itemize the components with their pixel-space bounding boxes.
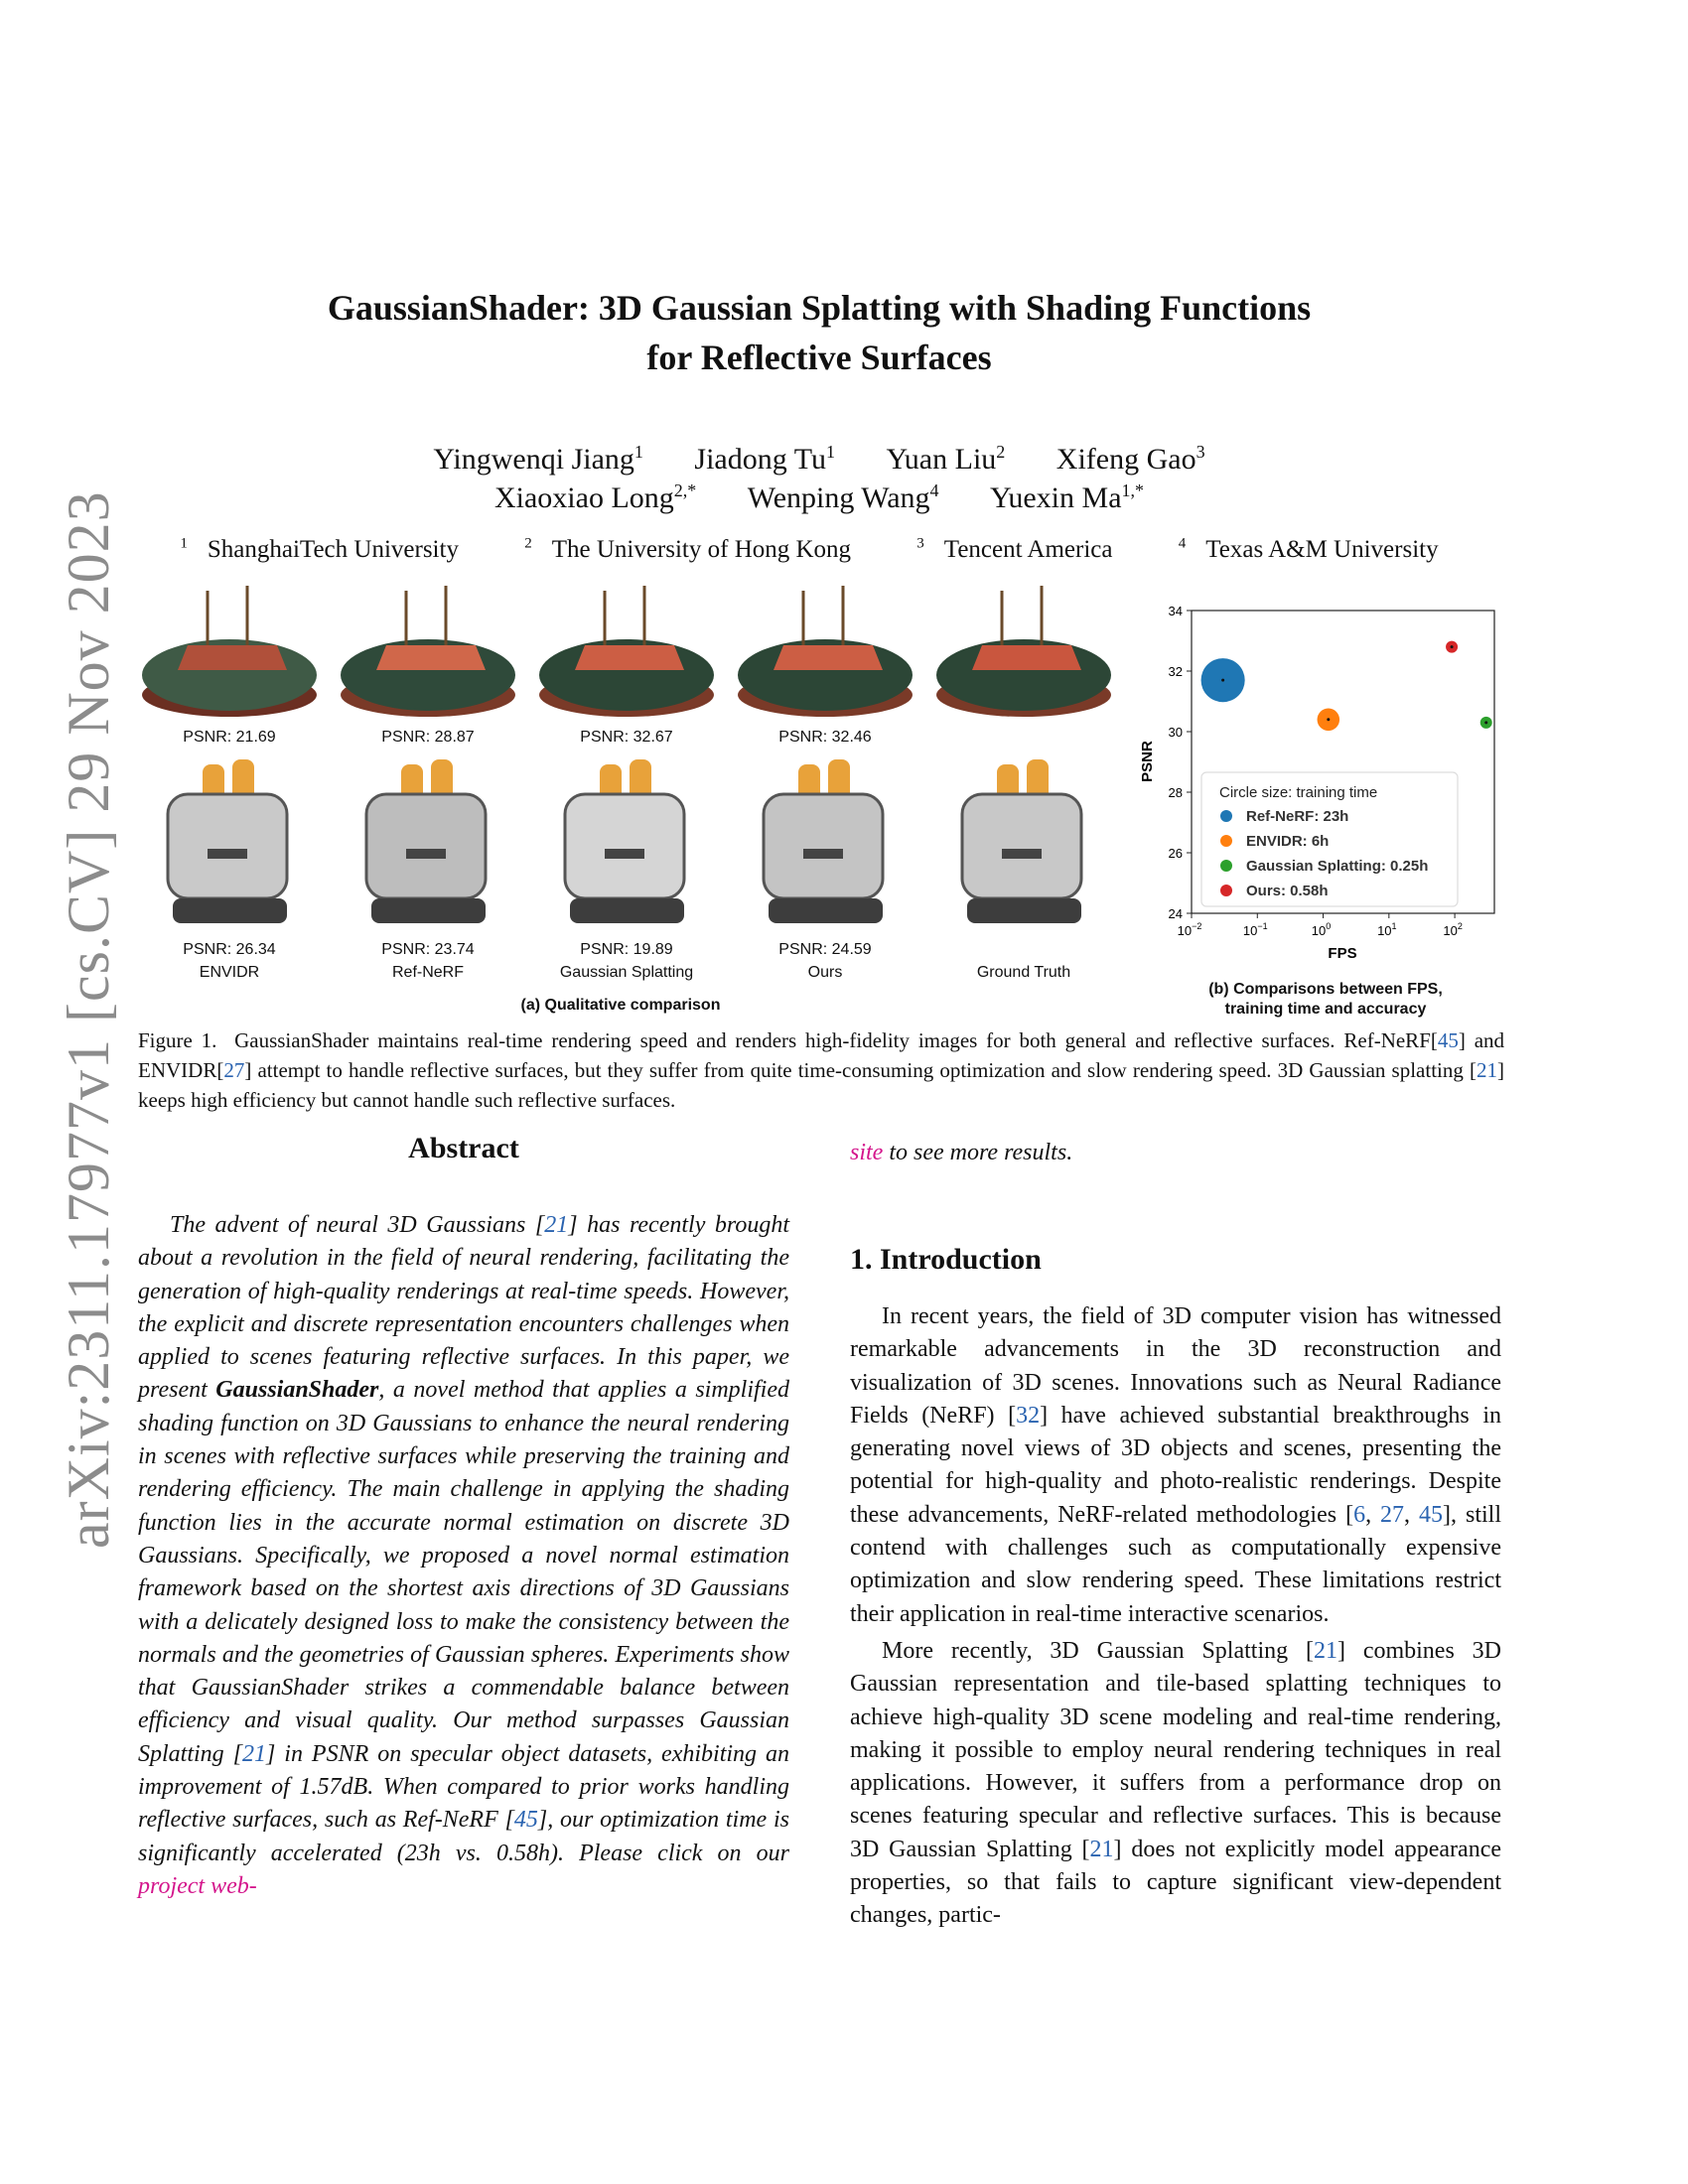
data-point-center <box>1451 645 1454 648</box>
method-label: Gaussian Splatting <box>559 964 694 981</box>
affiliation: $^3$ Tencent America <box>916 536 1113 564</box>
intro-paragraph-1: In recent years, the field of 3D computer vision has witnessed remarkable advancements in the 3D reconstruction and visualization of 3D scenes. Innovations such as Neural Radiance Fields (NeRF) [32] have achieved substantial breakthroughs in generating novel views of 3D objects and scenes, presenting the potential for high-quality and photo-realistic renderings. Despite these advancements, NeRF-related methodologies [6, 27, 45], still contend with challenges such as computationally expensive optimization and slow rendering speed. These limitations restrict their application in real-time interactive scenarios. <box>850 1303 1502 1627</box>
data-point-center <box>1221 679 1224 682</box>
citation-link[interactable]: 6 <box>1353 1501 1366 1528</box>
affiliation: $^4$ Texas A&M University <box>1178 536 1439 564</box>
data-point-center <box>1327 718 1330 721</box>
method-label: Ref-NeRF <box>391 964 464 981</box>
method-label: Ours <box>807 964 843 981</box>
paper-title <box>0 283 1638 382</box>
ship-render-ours <box>734 576 916 725</box>
x-tick-label: $10^{-2}$ <box>1177 921 1202 938</box>
toaster-render-ours <box>749 754 898 938</box>
y-tick-label: 32 <box>1168 664 1183 679</box>
citation-link[interactable]: 45 <box>513 1807 538 1834</box>
legend-marker <box>1220 810 1232 822</box>
legend-label: Ours: 0.58h <box>1246 883 1329 899</box>
toaster-render-envidr <box>153 754 302 938</box>
y-tick-label: 26 <box>1168 846 1183 861</box>
introduction-heading: 1. Introduction <box>850 1243 1042 1276</box>
toaster-ground-truth <box>947 754 1096 938</box>
legend-label: Gaussian Splatting: 0.25h <box>1246 858 1429 875</box>
y-tick-label: 34 <box>1168 604 1183 618</box>
toaster-psnr-label: PSNR: 24.59 <box>778 941 872 958</box>
y-tick-label: 30 <box>1168 725 1183 740</box>
author: Yuexin $Ma^{1,*}$ <box>990 480 1145 514</box>
citation-link[interactable]: 27 <box>1380 1501 1405 1528</box>
toaster-psnr-label: PSNR: 26.34 <box>183 941 276 958</box>
toaster-psnr-label: PSNR: 19.89 <box>580 941 673 958</box>
citation-link[interactable]: 45 <box>1419 1501 1444 1528</box>
data-point-center <box>1484 721 1487 724</box>
citation-link[interactable]: 21 <box>1477 1058 1497 1082</box>
ship-psnr-label: PSNR: 28.87 <box>381 729 475 746</box>
toaster-psnr-label: PSNR: 23.74 <box>381 941 475 958</box>
legend-marker <box>1220 885 1232 896</box>
citation-link[interactable]: 21 <box>1313 1637 1337 1664</box>
ship-ground-truth <box>932 576 1115 725</box>
legend-label: ENVIDR: 6h <box>1246 833 1330 850</box>
method-label: Ground Truth <box>976 964 1071 981</box>
title-line-1: GaussianShader: 3D Gaussian Splatting with Shading Functions <box>327 288 1312 328</box>
abstract-body: The advent of neural 3D Gaussians [21] has recently brought about a revolution in the field of neural rendering, facilitating the generation of high-quality renderings at real-time speeds. However, the explicit and discrete representation encounters challenges when applied to scenes featuring reflective surfaces. In this paper, we present GaussianShader, a novel method that applies a simplified shading function on 3D Gaussians to enhance the neural rendering in scenes with reflective surfaces while preserving the training and rendering efficiency. The main challenge in applying the shading function lies in the accurate normal estimation on discrete 3D Gaussians. Specifically, we proposed a novel normal estimation framework based on the shortest axis directions of 3D Gaussians with a delicately designed loss to make the consistency between the normals and the geometries of Gaussian spheres. Experiments show that GaussianShader strikes a commendable balance between efficiency and visual quality. Our method surpasses Gaussian Splatting [21] in PSNR on specular object datasets, exhibiting an improvement of 1.57dB. When compared to prior works handling reflective surfaces, such as Ref-NeRF [45], our optimization time is significantly accelerated (23h vs. 0.58h). Please click on our project web- <box>138 1212 790 1899</box>
x-tick-label: $10^2$ <box>1443 921 1463 938</box>
author: Wenping Wang$^4$ <box>747 480 939 514</box>
ship-psnr-label: PSNR: 21.69 <box>183 729 276 746</box>
y-axis-label: PSNR <box>1139 741 1156 782</box>
author: Xiaoxiao Long$^{2,*}$ <box>493 480 697 514</box>
author: Xifeng Gao$^3$ <box>1055 442 1205 476</box>
legend-title: Circle size: training time <box>1219 784 1378 801</box>
title-line-2: for Reflective Surfaces <box>646 338 992 377</box>
affiliation: $^1$ ShanghaiTech University <box>180 536 459 564</box>
legend-marker <box>1220 835 1232 847</box>
y-tick-label: 24 <box>1168 906 1183 921</box>
citation-link[interactable]: 45 <box>1437 1028 1459 1052</box>
fps-psnr-chart <box>1132 596 1519 973</box>
ship-psnr-label: PSNR: 32.67 <box>580 729 673 746</box>
project-website-link[interactable]: project web- <box>138 1872 257 1899</box>
author: Jiadong Tu$^1$ <box>694 442 835 476</box>
citation-link[interactable]: 21 <box>544 1212 569 1238</box>
legend-marker <box>1220 860 1232 872</box>
abstract-continuation: site to see more results. <box>850 1140 1073 1165</box>
x-axis-label: FPS <box>1328 945 1357 962</box>
project-website-link-continued[interactable]: site <box>850 1140 884 1165</box>
x-tick-label: $10^1$ <box>1377 921 1397 938</box>
subcaption-b-line-2: training time and accuracy <box>1224 1001 1427 1018</box>
subcaption-a: (a) Qualitative comparison <box>520 997 721 1014</box>
intro-paragraph-2: More recently, 3D Gaussian Splatting [21] combines 3D Gaussian representation and tile-based splatting techniques to achieve high-quality 3D scene modeling and real-time rendering, making it possible to employ neural rendering techniques in real applications. However, it suffers from a performance drop on scenes featuring specular and reflective surfaces. This is because 3D Gaussian Splatting [21] does not explicitly model appearance properties, so that fails to capture significant view-dependent changes, partic- <box>850 1637 1501 1929</box>
citation-link[interactable]: 32 <box>1016 1402 1041 1429</box>
introduction-body <box>850 1300 1501 1933</box>
affiliation: $^2$ The University of Hong Kong <box>524 536 852 564</box>
authors-row-1 <box>0 442 1638 477</box>
toaster-render-gaussian-splatting <box>550 754 699 938</box>
arxiv-side-stamp: arXiv:2311.17977v1 [cs.CV] 29 Nov 2023 <box>56 490 121 1549</box>
citation-link[interactable]: 21 <box>241 1740 266 1767</box>
legend-label: Ref-NeRF: 23h <box>1246 808 1349 825</box>
x-tick-label: $10^0$ <box>1311 921 1332 938</box>
subcaption-b-line-1: (b) Comparisons between FPS, <box>1208 981 1443 998</box>
toaster-render-refnerf <box>352 754 500 938</box>
y-tick-label: 28 <box>1168 785 1183 800</box>
abstract-heading: Abstract <box>408 1132 519 1164</box>
figure-caption: Figure 1. GaussianShader maintains real-time rendering speed and renders high-fidelity images for both general and reflective surfaces. Ref-NeRF[45] and ENVIDR[27] attempt to handle reflective surfaces, but they suffer from quite time-consuming optimization and slow rendering speed. 3D Gaussian splatting [21] keeps high efficiency but cannot handle such reflective surfaces. <box>138 1028 1505 1112</box>
ship-render-gaussian-splatting <box>535 576 718 725</box>
ship-render-refnerf <box>337 576 519 725</box>
ship-psnr-label: PSNR: 32.46 <box>778 729 872 746</box>
author: Yingwenqi Jiang$^1$ <box>433 442 643 476</box>
author: Yuan Liu$^2$ <box>886 442 1006 476</box>
method-name: GaussianShader <box>215 1377 379 1404</box>
authors-row-2 <box>0 480 1638 515</box>
citation-link[interactable]: 21 <box>1089 1836 1114 1862</box>
ship-render-envidr <box>138 576 321 725</box>
affiliations <box>0 536 1638 564</box>
method-label: ENVIDR <box>199 964 260 981</box>
x-tick-label: $10^{-1}$ <box>1242 921 1268 938</box>
citation-link[interactable]: 27 <box>223 1058 245 1082</box>
